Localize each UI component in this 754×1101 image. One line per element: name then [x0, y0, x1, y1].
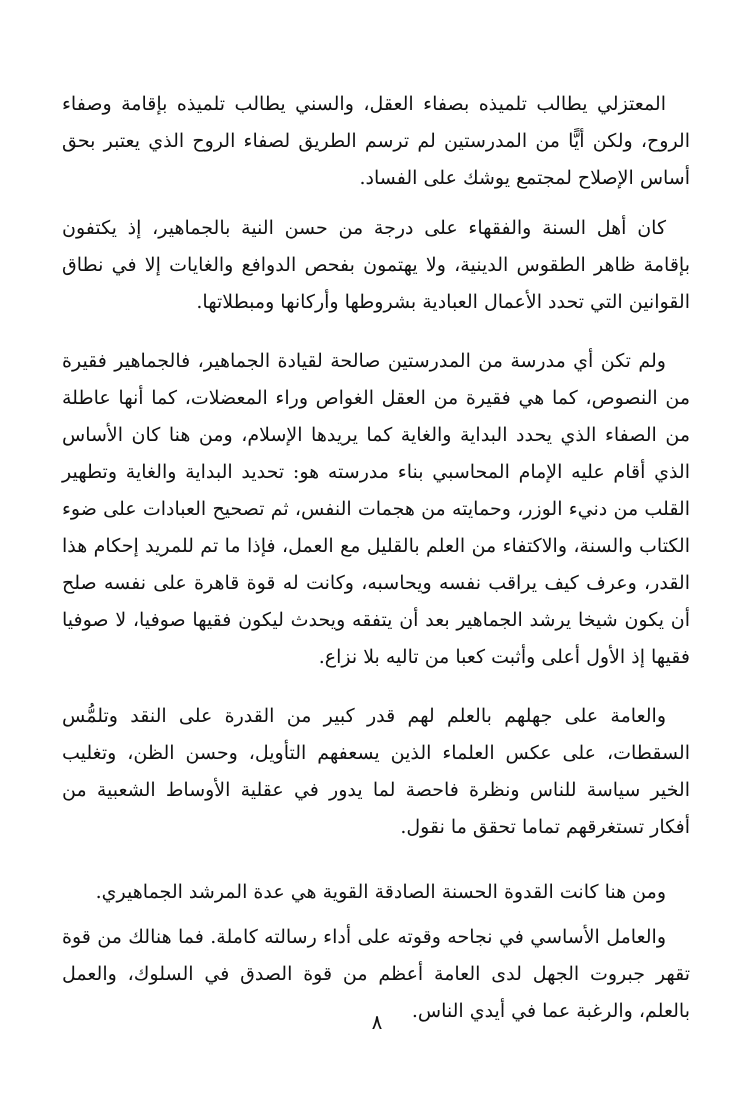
paragraph-3: ولم تكن أي مدرسة من المدرستين صالحة لقيادة الجماهير، فالجماهير فقيرة من النصوص، كما هي فقيرة من العقل الغواص وراء المعضلات، كما أنها عاطلة من الصفاء الذي يحدد البداية والغاية كما يريدها الإسلام، ومن هنا كان الأساس الذي أقام عليه الإمام المحاسبي بناء مدرسته هو: تحديد البداية والغاية وتطهير القلب من دنيء الوزر، وحمايته من هجمات النفس، ثم تصحيح العبادات على ضوء الكتاب والسنة، والاكتفاء من العلم بالقليل مع العمل، فإذا ما تم للمريد إحكام هذا القدر، وعرف كيف يراقب نفسه ويحاسبه، وكانت له قوة قاهرة على نفسه صلح أن يكون شيخا يرشد الجماهير بعد أن يتفقه ويحدث ليكون فقيها صوفيا، لا صوفيا فقيها إذ الأول أعلى وأثبت كعبا من تاليه بلا نزاع. [62, 350, 690, 668]
paragraph-4: والعامة على جهلهم بالعلم لهم قدر كبير من القدرة على النقد وتلمُّس السقطات، على عكس العلماء الذين يسعفهم التأويل، وحسن الظن، وتغليب الخير سياسة للناس ونظرة فاحصة لما يدور في عقلية الأوساط الشعبية من أفكار تستغرقهم تماما تحقق ما نقول. [62, 705, 690, 838]
paragraph-6: والعامل الأساسي في نجاحه وقوته على أداء رسالته كاملة. فما هنالك من قوة تقهر جبروت الجهل لدى العامة أعظم من قوة الصدق في السلوك، والعمل بالعلم، والرغبة عما في أيدي الناس. [62, 926, 690, 1022]
paragraph-1: المعتزلي يطالب تلميذه بصفاء العقل، والسني يطالب تلميذه بإقامة وصفاء الروح، ولكن أيًّا من المدرستين لم ترسم الطريق لصفاء الروح الذي يعتبر بحق أساس الإصلاح لمجتمع يوشك على الفساد. [62, 93, 690, 189]
page-number: ٨ [371, 1010, 383, 1034]
paragraph-2: كان أهل السنة والفقهاء على درجة من حسن النية بالجماهير، إذ يكتفون بإقامة ظاهر الطقوس الدينية، ولا يهتمون بفحص الدوافع والغايات إلا في نطاق القوانين التي تحدد الأعمال العبادية بشروطها وأركانها ومبطلاتها. [62, 217, 690, 313]
paragraph-5: ومن هنا كانت القدوة الحسنة الصادقة القوية هي عدة المرشد الجماهيري. [95, 881, 666, 903]
body-text [62, 86, 690, 1030]
